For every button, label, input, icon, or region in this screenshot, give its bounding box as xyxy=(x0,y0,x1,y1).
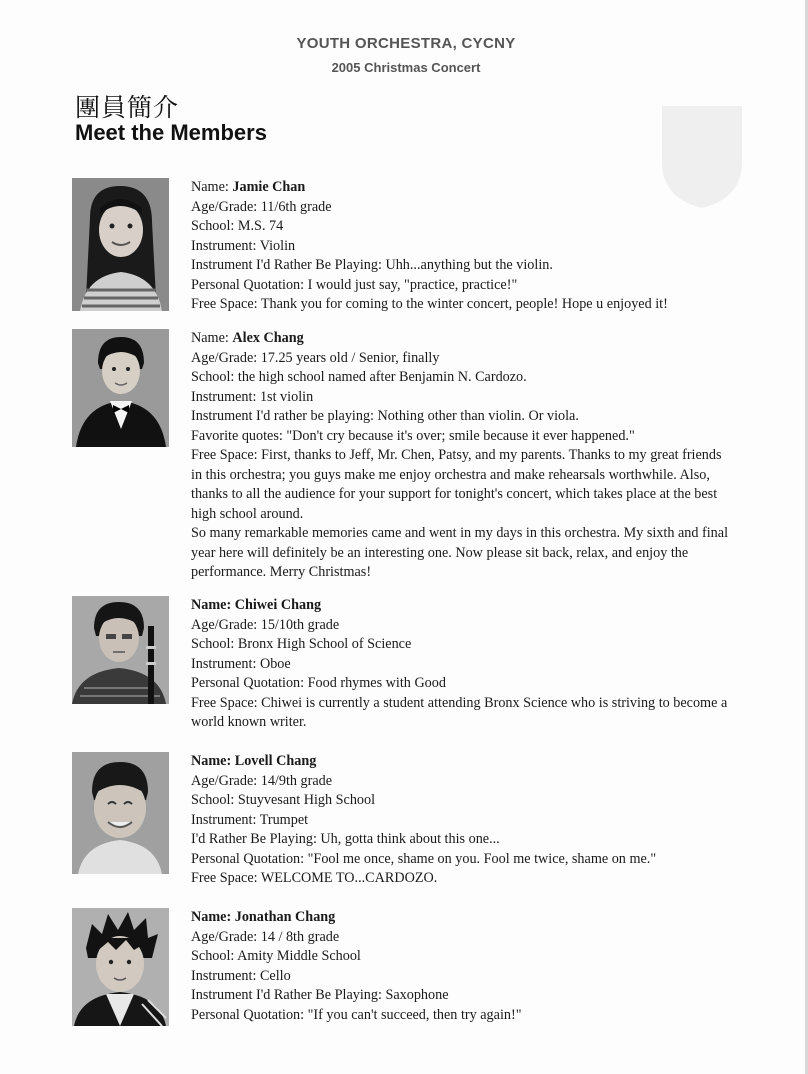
section-title-english: Meet the Members xyxy=(75,120,267,145)
member-detail: School: Bronx High School of Science xyxy=(191,636,412,652)
member-info xyxy=(191,178,776,315)
member-name: Chiwei Chang xyxy=(234,597,322,613)
member-detail: So many remarkable memories came and went in my days in this orchestra. My sixth and final xyxy=(191,525,729,541)
member-detail: Free Space: First, thanks to Jeff, Mr. Chen, Patsy, and my parents. Thanks to my great friends xyxy=(191,447,722,463)
member-info xyxy=(191,596,776,733)
name-label: Name: xyxy=(191,597,235,613)
member-detail: year here will definitely be an interesting one. Now please sit back, relax, and enjoy the xyxy=(191,544,689,561)
member-info xyxy=(191,908,776,1025)
member-detail: Free Space: WELCOME TO...CARDOZO. xyxy=(191,870,438,886)
member-detail: Personal Quotation: I would just say, "practice, practice!" xyxy=(191,276,518,293)
member-detail: School: M.S. 74 xyxy=(191,218,284,234)
member-photo xyxy=(72,752,169,874)
member-detail: School: the high school named after Benjamin N. Cardozo. xyxy=(191,369,527,385)
member-detail: performance. Merry Christmas! xyxy=(191,564,372,580)
member-name: Lovell Chang xyxy=(234,753,317,769)
member-detail: Favorite quotes: "Don't cry because it's over; smile because it ever happened." xyxy=(191,427,635,444)
member-name-line xyxy=(191,178,776,198)
member-name: Jonathan Chang xyxy=(234,909,336,925)
member-detail: world known writer. xyxy=(191,714,307,730)
member-detail: Instrument: Oboe xyxy=(191,655,291,672)
member-name-line xyxy=(191,329,776,349)
member-detail: I'd Rather Be Playing: Uh, gotta think about this one... xyxy=(191,831,500,847)
name-label: Name: xyxy=(191,909,235,925)
member-detail: in this orchestra; you guys make me enjoy orchestra and make rehearsals worthwhile. Also, xyxy=(191,466,710,483)
member-detail: Age/Grade: 11/6th grade xyxy=(191,198,332,215)
member-detail: Instrument I'd Rather Be Playing: Saxophone xyxy=(191,987,449,1003)
member-name-line xyxy=(191,596,776,616)
member-detail: Personal Quotation: "Fool me once, shame on you. Fool me twice, shame on me." xyxy=(191,850,657,867)
name-label: Name: xyxy=(191,179,233,195)
member-detail: high school around. xyxy=(191,505,304,522)
member-detail: Instrument: Trumpet xyxy=(191,811,309,828)
name-label: Name: xyxy=(191,753,235,769)
name-label: Name: xyxy=(191,330,233,346)
member-detail: Age/Grade: 15/10th grade xyxy=(191,616,340,633)
member-detail: Age/Grade: 14/9th grade xyxy=(191,772,333,789)
member-photo xyxy=(72,908,169,1026)
header-subtitle: 2005 Christmas Concert xyxy=(331,60,481,75)
member-detail: Instrument: Violin xyxy=(191,237,296,254)
member-detail: Free Space: Thank you for coming to the winter concert, people! Hope u enjoyed it! xyxy=(191,296,668,312)
member-detail: Instrument I'd Rather Be Playing: Uhh...anything but the violin. xyxy=(191,257,553,273)
member-detail: Free Space: Chiwei is currently a student attending Bronx Science who is striving to become a xyxy=(191,694,728,711)
member-detail: School: Stuyvesant High School xyxy=(191,792,376,808)
member-name-line xyxy=(191,752,776,772)
member-info xyxy=(191,329,776,583)
member-detail: Personal Quotation: "If you can't succeed, then try again!" xyxy=(191,1006,522,1023)
member-detail: Personal Quotation: Food rhymes with Good xyxy=(191,675,446,691)
header-title: YOUTH ORCHESTRA, CYCNY xyxy=(296,35,516,52)
member-detail: Instrument: 1st violin xyxy=(191,388,314,405)
member-name-line xyxy=(191,908,776,928)
member-photo xyxy=(72,596,169,704)
member-photo xyxy=(72,178,169,311)
member-detail: thanks to all the audience for your support for tonight's concert, which takes place at the best xyxy=(191,486,718,502)
member-detail: Age/Grade: 17.25 years old / Senior, finally xyxy=(191,349,440,366)
member-info xyxy=(191,752,776,889)
member-detail: Instrument: Cello xyxy=(191,967,291,984)
member-name: Alex Chang xyxy=(232,330,304,346)
member-photo xyxy=(72,329,169,447)
member-detail: School: Amity Middle School xyxy=(191,948,361,964)
member-name: Jamie Chan xyxy=(232,179,306,195)
member-detail: Instrument I'd rather be playing: Nothing other than violin. Or viola. xyxy=(191,408,579,424)
section-title-chinese: 團員簡介 xyxy=(75,93,180,122)
member-detail: Age/Grade: 14 / 8th grade xyxy=(191,928,340,945)
